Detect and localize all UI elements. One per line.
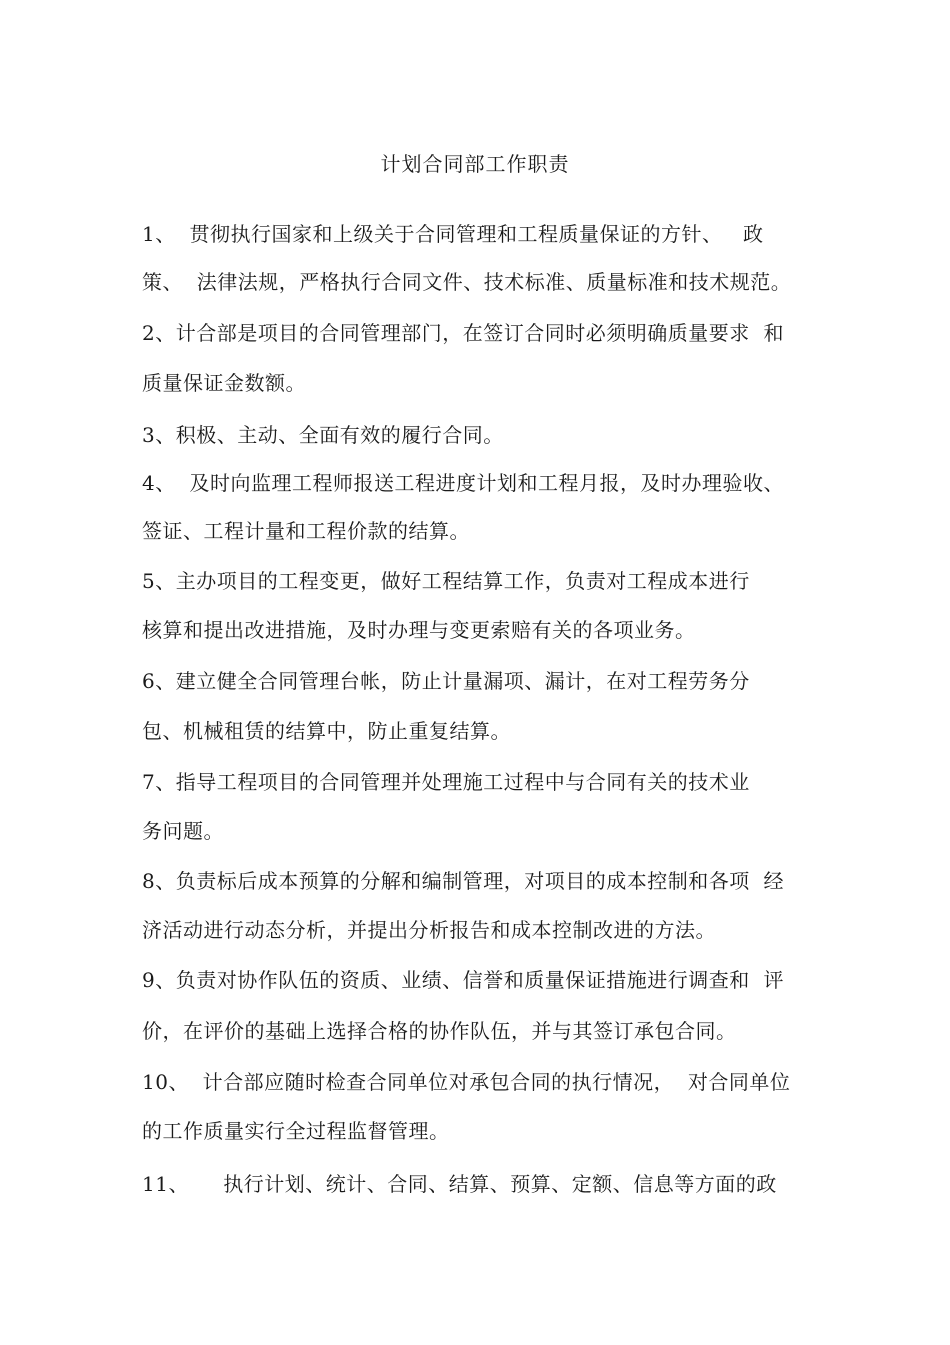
list-item-line: 10、 计合部应随时检查合同单位对承包合同的执行情况， 对合同单位 [142,1070,791,1094]
list-item-line: 质量保证金数额。 [142,371,306,395]
list-item-line: 济活动进行动态分析，并提出分析报告和成本控制改进的方法。 [142,918,716,942]
list-item-line: 1、 贯彻执行国家和上级关于合同管理和工程质量保证的方针、 政 [142,222,764,246]
document-title: 计划合同部工作职责 [380,152,570,176]
list-item-line: 6、建立健全合同管理台帐，防止计量漏项、漏计，在对工程劳务分 [142,669,750,693]
list-item-line: 5、主办项目的工程变更，做好工程结算工作，负责对工程成本进行 [142,569,750,593]
list-item-line: 策、 法律法规，严格执行合同文件、技术标准、质量标准和技术规范。 [142,270,792,294]
list-item-line: 2、计合部是项目的合同管理部门，在签订合同时必须明确质量要求 和 [142,321,784,345]
list-item-line: 7、指导工程项目的合同管理并处理施工过程中与合同有关的技术业 [142,770,750,794]
list-item-line: 3、积极、主动、全面有效的履行合同。 [142,423,504,447]
list-item-line: 核算和提出改进措施，及时办理与变更索赔有关的各项业务。 [142,618,696,642]
list-item-line: 的工作质量实行全过程监督管理。 [142,1119,450,1143]
list-item-line: 包、机械租赁的结算中，防止重复结算。 [142,719,511,743]
list-item-line: 4、 及时向监理工程师报送工程进度计划和工程月报，及时办理验收、 [142,471,784,495]
list-item-line: 价，在评价的基础上选择合格的协作队伍，并与其签订承包合同。 [142,1019,737,1043]
list-item-line: 务问题。 [142,819,224,843]
list-item-line: 8、负责标后成本预算的分解和编制管理，对项目的成本控制和各项 经 [142,869,784,893]
list-item-line: 9、负责对协作队伍的资质、业绩、信誉和质量保证措施进行调查和 评 [142,968,784,992]
list-item-line: 签证、工程计量和工程价款的结算。 [142,519,470,543]
list-item-line: 11、 执行计划、统计、合同、结算、预算、定额、信息等方面的政 [142,1172,777,1196]
